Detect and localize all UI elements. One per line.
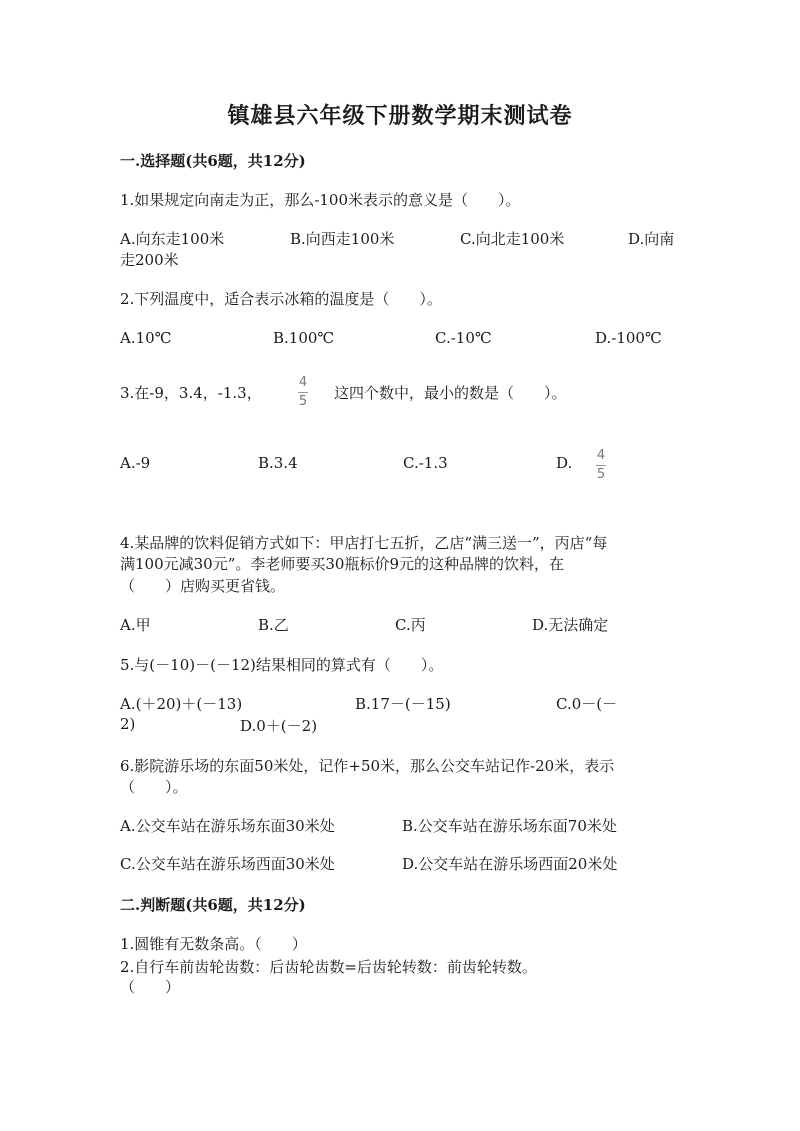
- q3-option-b: B.3.4: [258, 454, 298, 472]
- q4-option-d: D.无法确定: [532, 616, 609, 634]
- q3-option-d-numerator: 4: [596, 448, 606, 463]
- question-3-start: 3.在-9，3.4，-1.3，: [120, 384, 262, 402]
- q3-option-d-denominator: 5: [596, 467, 606, 482]
- page-title: 镇雄县六年级下册数学期末测试卷: [227, 103, 573, 129]
- question-5: 5.与(－10)－(－12)结果相同的算式有（ ）。: [120, 656, 444, 674]
- fraction-bar: [298, 392, 308, 393]
- section-heading-choice: 一.选择题(共6题，共12分): [120, 152, 306, 170]
- q3-option-d-fraction: [596, 449, 606, 482]
- judgement-2-line-2: （ ）: [120, 978, 181, 996]
- q3-option-a: A.-9: [120, 454, 151, 472]
- q5-option-b: B.17－(－15): [355, 695, 451, 713]
- question-6-line-2: （ ）。: [120, 778, 188, 796]
- q3-option-d: D.: [556, 454, 573, 472]
- fraction-bar: [596, 465, 606, 466]
- question-4-line-2: 满100元减30元”。李老师要买30瓶标价9元的这种品牌的饮料，在: [120, 555, 565, 573]
- q1-option-c: C.向北走100米: [460, 230, 565, 248]
- q3-fraction-denominator: 5: [298, 394, 308, 409]
- question-3-end: 这四个数中，最小的数是（ ）。: [334, 384, 567, 402]
- q1-option-b: B.向西走100米: [290, 230, 395, 248]
- q5-option-c-continued: 2): [120, 715, 136, 733]
- q2-option-c: C.-10℃: [435, 329, 492, 347]
- question-2: 2.下列温度中，适合表示冰箱的温度是（ ）。: [120, 290, 442, 308]
- q6-option-d: D.公交车站在游乐场西面20米处: [402, 855, 618, 873]
- q6-option-a: A.公交车站在游乐场东面30米处: [120, 817, 335, 835]
- q3-fraction-numerator: 4: [298, 375, 308, 390]
- question-1: 1.如果规定向南走为正，那么-100米表示的意义是（ ）。: [120, 191, 521, 209]
- section-heading-judgement: 二.判断题(共6题，共12分): [120, 896, 306, 914]
- q1-option-d: D.向南: [628, 230, 675, 248]
- q2-option-b: B.100℃: [273, 329, 335, 347]
- q4-option-b: B.乙: [258, 616, 289, 634]
- q6-option-c: C.公交车站在游乐场西面30米处: [120, 855, 335, 873]
- q1-option-d-continued: 走200米: [120, 251, 179, 269]
- question-6-line-1: 6.影院游乐场的东面50米处，记作+50米，那么公交车站记作-20米，表示: [120, 757, 615, 775]
- q4-option-c: C.丙: [395, 616, 426, 634]
- judgement-2-line-1: 2.自行车前齿轮齿数：后齿轮齿数=后齿轮转数：前齿轮转数。: [120, 958, 537, 976]
- question-4-line-3: （ ）店购买更省钱。: [120, 577, 286, 595]
- judgement-1: 1.圆锥有无数条高。（ ）: [120, 935, 307, 953]
- q2-option-d: D.-100℃: [595, 329, 662, 347]
- q3-option-c: C.-1.3: [403, 454, 448, 472]
- q5-option-a: A.(＋20)＋(－13): [120, 695, 243, 713]
- q2-option-a: A.10℃: [120, 329, 172, 347]
- q5-option-c: C.0－(－: [556, 695, 618, 713]
- q1-option-a: A.向东走100米: [120, 230, 225, 248]
- q4-option-a: A.甲: [120, 616, 151, 634]
- q5-option-d: D.0＋(－2): [240, 717, 318, 735]
- q6-option-b: B.公交车站在游乐场东面70米处: [402, 817, 617, 835]
- q3-fraction: [298, 376, 308, 409]
- question-4-line-1: 4.某品牌的饮料促销方式如下：甲店打七五折，乙店“满三送一”，丙店“每: [120, 534, 608, 552]
